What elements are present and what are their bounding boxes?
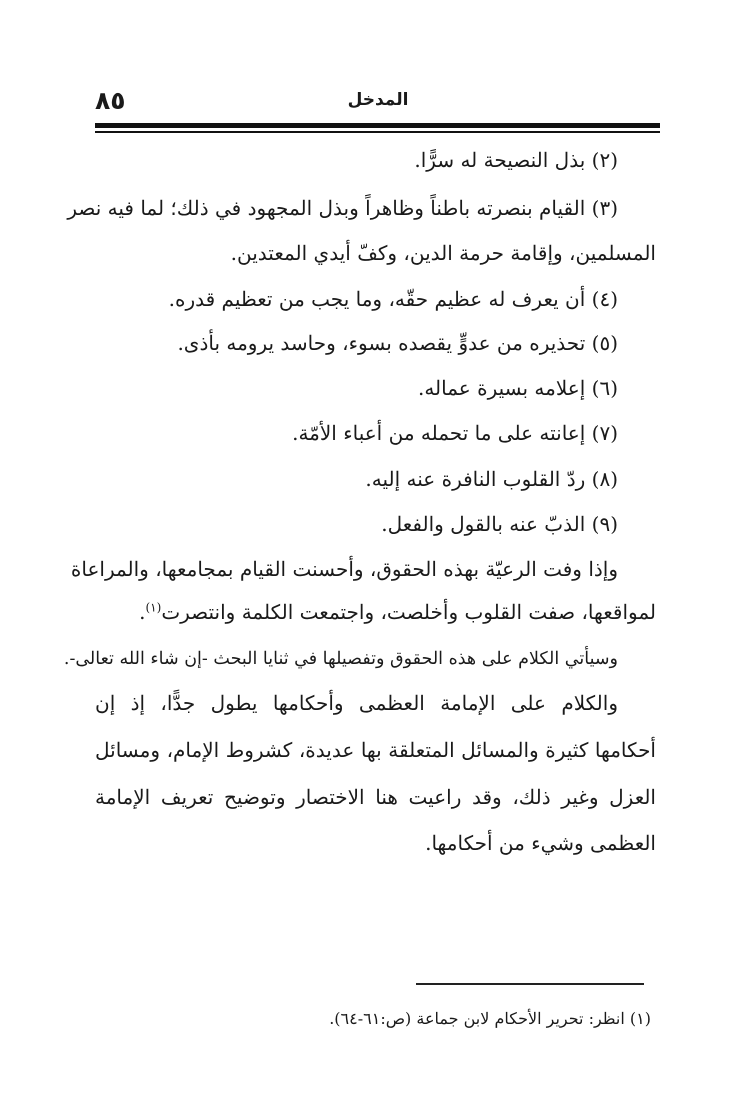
body-line-16: العظمى وشيء من أحكامها.: [425, 831, 656, 855]
page-number: ٨٥: [95, 86, 126, 115]
body-line-11: [139, 597, 656, 627]
body-line-5: (٥) تحذيره من عدوٍّ يقصده بسوء، وحاسد يرومه بأذى.: [177, 331, 618, 355]
body-line-11-end: .: [139, 600, 146, 624]
header-rule-thin: [95, 131, 660, 133]
body-line-13: والكلام على الإمامة العظمى وأحكامها يطول جدًّا، إذ إن: [95, 691, 618, 715]
body-line-10: وإذا وفت الرعيّة بهذه الحقوق، وأحسنت القيام بمجامعها، والمراعاة: [70, 557, 618, 581]
footnote-1: (١) انظر: تحرير الأحكام لابن جماعة (ص:٦١-٦٤).: [329, 1009, 651, 1028]
footnote-ref: (١): [145, 600, 162, 615]
body-line-6: (٦) إعلامه بسيرة عماله.: [417, 376, 618, 400]
body-line-11-text: لمواقعها، صفت القلوب وأخلصت، واجتمعت الكلمة وانتصرت: [161, 600, 656, 624]
body-line-1: (٢) بذل النصيحة له سرًّا.: [414, 148, 618, 172]
footnote-separator: [416, 983, 644, 985]
body-line-3: المسلمين، وإقامة حرمة الدين، وكفّ أيدي المعتدين.: [230, 241, 656, 265]
chapter-title: المدخل: [347, 90, 409, 110]
header-rule-thick: [95, 123, 660, 128]
body-line-2: (٣) القيام بنصرته باطناً وظاهراً وبذل المجهود في ذلك؛ لما فيه نصر: [67, 196, 618, 220]
body-line-14: أحكامها كثيرة والمسائل المتعلقة بها عديدة، كشروط الإمام، ومسائل: [95, 738, 656, 762]
body-line-9: (٩) الذبّ عنه بالقول والفعل.: [381, 512, 618, 536]
body-line-12: وسيأتي الكلام على هذه الحقوق وتفصيلها في ثنايا البحث -إن شاء الله تعالى-.: [63, 649, 618, 669]
body-line-8: (٨) ردّ القلوب النافرة عنه إليه.: [365, 467, 618, 491]
body-line-4: (٤) أن يعرف له عظيم حقّه، وما يجب من تعظيم قدره.: [168, 287, 618, 311]
body-line-7: (٧) إعانته على ما تحمله من أعباء الأمّة.: [292, 421, 618, 445]
body-line-15: العزل وغير ذلك، وقد راعيت هنا الاختصار وتوضيح تعريف الإمامة: [95, 785, 656, 809]
